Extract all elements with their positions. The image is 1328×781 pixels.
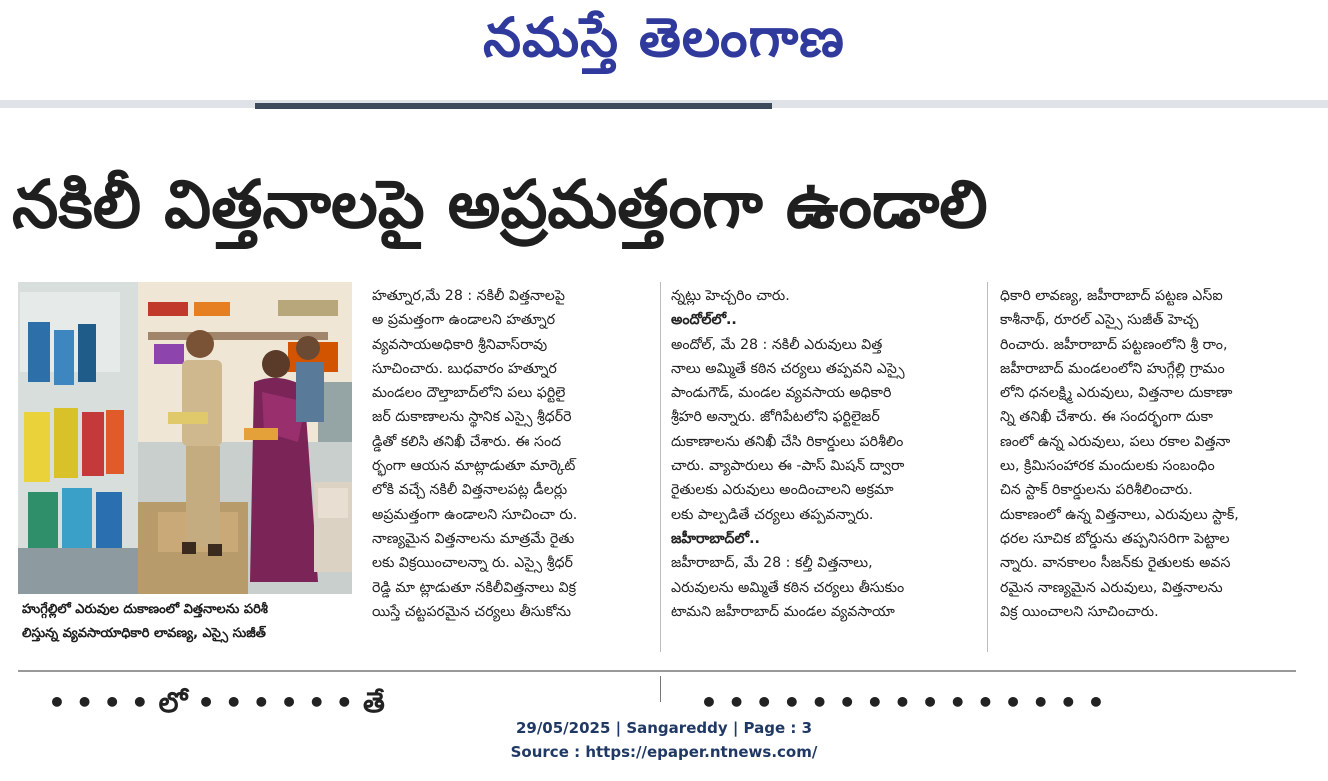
text-line: విక్ర యించాలని సూచించారు. xyxy=(1000,603,1159,620)
article-column-1 xyxy=(372,284,644,624)
article-headline: నకిలీ విత్తనాలపై అప్రమత్తంగా ఉండాలి xyxy=(12,166,988,243)
edition-info: 29/05/2025 | Sangareddy | Page : 3 xyxy=(515,719,813,737)
text-line: వ్యవసాయఅధికారి శ్రీనివాస్‌రావు xyxy=(372,336,548,353)
text-line: ర్భంగా ఆయన మాట్లాడుతూ మార్కెట్ xyxy=(372,458,576,475)
article-bottom-rule xyxy=(18,670,1296,672)
text-line: ధరల సూచిక బోర్డును తప్పనిసరిగా పెట్టాల xyxy=(1000,530,1230,547)
text-line: హత్నూర,మే 28 : నకిలీ విత్తనాలపై xyxy=(372,288,565,304)
text-line: నాణ్యమైన విత్తనాలను మాత్రమే రైతు xyxy=(372,530,575,547)
column-divider xyxy=(660,282,661,652)
text-line: మండలం దౌల్తాబాద్‌లోని పలు ఫర్టిలై xyxy=(372,385,566,402)
text-line: న్నారు. వానకాలం సీజన్‌కు రైతులకు అవస xyxy=(1000,555,1231,572)
text-line: జహీరాబాద్, మే 28 : కల్తీ విత్తనాలు, xyxy=(671,555,873,572)
text-line: రమైన నాణ్యమైన ఎరువులు, విత్తనాలను xyxy=(1000,579,1223,596)
text-line: లకు విక్రయించాలన్నా రు. ఎస్సై శ్రీధర్ xyxy=(372,555,573,572)
text-line: లు, క్రిమిసంహారక మందులకు సంబంధిం xyxy=(1000,458,1215,475)
column-divider xyxy=(987,282,988,652)
text-line: సూచించారు. బుధవారం హత్నూర xyxy=(372,360,557,377)
subheading-zaheerabad: జహీరాబాద్‌లో.. xyxy=(671,530,760,547)
text-line: రైతులకు ఎరువులు అందించాలని అక్రమా xyxy=(671,482,894,499)
masthead-title: నమస్తే తెలంగాణ xyxy=(483,6,845,69)
article-photo xyxy=(18,282,352,594)
text-line: కాశీనాథ్, రూరల్ ఎస్సై సుజీత్ హెచ్చ xyxy=(1000,312,1199,329)
next-headline-right: • • • • • • • • • • • • • • • xyxy=(700,686,1105,719)
text-line: పాండుగౌడ్, మండల వ్యవసాయ అధికారి xyxy=(671,385,892,402)
text-line: లకు పాల్పడితే చర్యలు తప్పవన్నారు. xyxy=(671,506,874,523)
text-line: శ్రీహరి అన్నారు. జోగిపేటలోని ఫర్టిలైజర్ xyxy=(671,409,880,426)
article-column-3 xyxy=(1000,284,1300,624)
source-link[interactable]: Source : https://epaper.ntnews.com/ xyxy=(510,743,818,761)
subheading-andol: అందోల్‌లో.. xyxy=(671,312,737,329)
text-line: ధికారి లావణ్య, జహీరాబాద్ పట్టణ ఎస్ఐ xyxy=(1000,288,1223,304)
text-line: జహీరాబాద్ మండలంలోని హుగ్గేల్లి గ్రామం xyxy=(1000,360,1225,377)
photo-caption xyxy=(22,598,362,646)
caption-line: హుగ్గేల్లిలో ఎరువుల దుకాణంలో విత్తనాలను పరిశీ xyxy=(22,602,268,617)
text-line: దుకాణంలో ఉన్న విత్తనాలు, ఎరువులు స్టాక్, xyxy=(1000,506,1239,523)
text-line: ణంలో ఉన్న ఎరువులు, పలు రకాల విత్తనా xyxy=(1000,433,1231,450)
next-article-divider xyxy=(660,676,661,702)
caption-line: లిస్తున్న వ్యవసాయాధికారి లావణ్య, ఎస్సై సుజీత్ xyxy=(22,626,266,641)
text-line: ఎరువులను అమ్మితే కఠిన చర్యలు తీసుకుం xyxy=(671,579,905,596)
header-accent-rule xyxy=(255,103,772,109)
text-line: టామని జహీరాబాద్ మండల వ్యవసాయా xyxy=(671,603,895,620)
text-line: రెడ్డి మా ట్లాడుతూ నకిలీవిత్తనాలు విక్ర xyxy=(372,579,577,596)
next-headline-left: • • • • లో • • • • • • తే xyxy=(48,686,385,719)
text-line: నాలు అమ్మితే కఠిన చర్యలు తప్పవని ఎస్సై xyxy=(671,360,905,377)
text-line: న్ని తనిఖీ చేశారు. ఈ సందర్భంగా దుకా xyxy=(1000,409,1213,426)
text-line: న్నట్లు హెచ్చరిం చారు. xyxy=(671,288,790,304)
text-line: చిన స్టాక్ రికార్డులను పరిశీలించారు. xyxy=(1000,482,1193,499)
text-line: డ్డితో కలిసి తనిఖీ చేశారు. ఈ సంద xyxy=(372,433,562,450)
masthead xyxy=(0,0,1328,100)
text-line: అ ప్రమత్తంగా ఉండాలని హత్నూర xyxy=(372,312,556,329)
text-line: రించారు. జహీరాబాద్ పట్టణంలోని శ్రీ రాం, xyxy=(1000,336,1228,353)
text-line: జర్ దుకాణాలను స్థానిక ఎస్సై శ్రీధర్‌రె xyxy=(372,409,572,426)
article-column-2 xyxy=(671,284,969,624)
text-line: లోకి వచ్చే నకిలీ విత్తనాలపట్ల డీలర్లు xyxy=(372,482,568,499)
text-line: యిస్తే చట్టపరమైన చర్యలు తీసుకోను xyxy=(372,603,572,620)
text-line: లోని ధనలక్ష్మి ఎరువులు, విత్తనాల దుకాణా xyxy=(1000,385,1233,402)
text-line: అందోల్, మే 28 : నకిలీ ఎరువులు విత్త xyxy=(671,336,883,353)
text-line: దుకాణాలను తనిఖీ చేసి రికార్డులు పరిశీలిం xyxy=(671,433,904,450)
page-footer xyxy=(0,716,1328,764)
text-line: చారు. వ్యాపారులు ఈ -పాస్ మిషన్ ద్వారా xyxy=(671,458,905,475)
text-line: అప్రమత్తంగా ఉండాలని సూచించా రు. xyxy=(372,506,578,523)
